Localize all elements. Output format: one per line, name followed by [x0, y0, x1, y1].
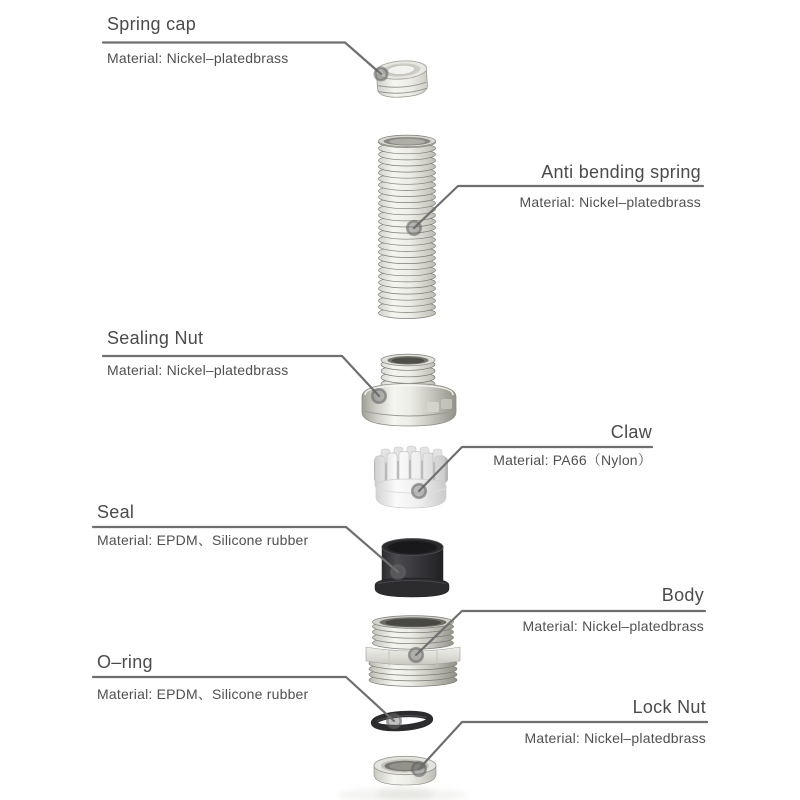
label-anti-bending-spring-material: Material: Nickel–platedbrass [519, 194, 701, 210]
leader-dot [412, 762, 426, 776]
label-body-name: Body [661, 585, 704, 605]
label-anti-bending-spring-name: Anti bending spring [541, 162, 701, 182]
leader-dot [375, 68, 387, 80]
label-spring-cap-material: Material: Nickel–platedbrass [107, 50, 289, 66]
leader-dot [409, 648, 423, 662]
label-claw-name: Claw [610, 422, 652, 442]
seal-part [375, 539, 449, 597]
label-claw-material: Material: PA66（Nylon） [493, 452, 652, 468]
label-sealing-nut-name: Sealing Nut [107, 328, 204, 348]
claw-part [374, 446, 448, 508]
leader-dot [372, 389, 386, 403]
label-seal-name: Seal [97, 502, 135, 522]
label-lock-nut-material: Material: Nickel–platedbrass [524, 730, 706, 746]
label-lock-nut-name: Lock Nut [632, 697, 706, 717]
label-o-ring-material: Material: EPDM、Silicone rubber [97, 686, 309, 702]
label-spring-cap-name: Spring cap [107, 14, 197, 34]
label-o-ring-name: O–ring [97, 652, 153, 672]
leader-dot [407, 221, 421, 235]
leader-dot [387, 714, 401, 728]
label-seal-material: Material: EPDM、Silicone rubber [97, 532, 309, 548]
label-body-material: Material: Nickel–platedbrass [522, 618, 704, 634]
leader-dot [391, 565, 405, 579]
label-sealing-nut-material: Material: Nickel–platedbrass [107, 362, 289, 378]
lock-nut-part [374, 756, 436, 799]
leader-dot [412, 484, 426, 498]
